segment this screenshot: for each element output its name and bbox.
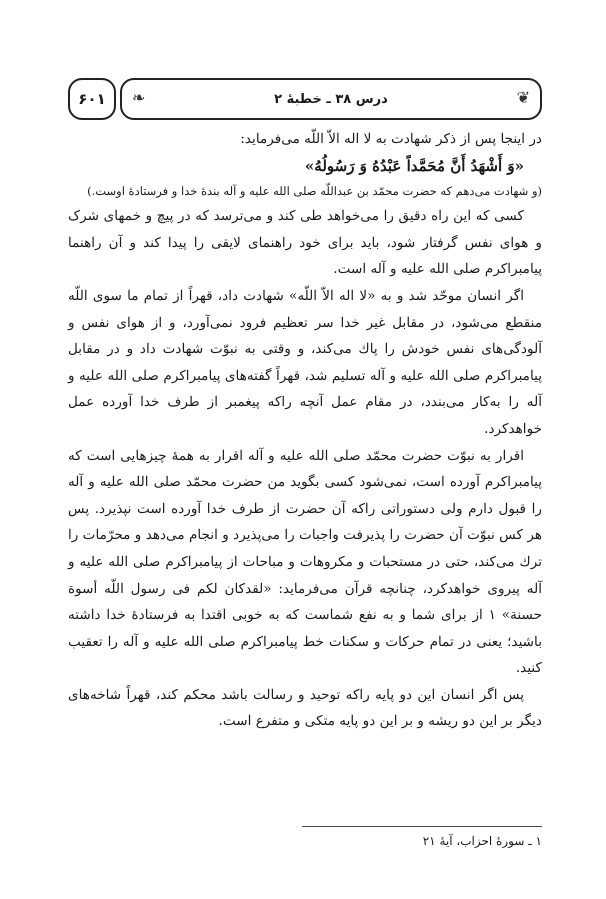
chapter-title-box <box>120 78 542 120</box>
paragraph: پس اگر انسان این دو پایه راکه توحید و رسالت باشد محکم کند، قهراً شاخه‌های دیگر بر این دو ریشه و بر این دو پایه متکی و متفرع است. <box>68 686 542 730</box>
page-header <box>68 78 542 118</box>
page-number: ۶۰۱ <box>68 78 116 120</box>
quran-verse: «وَ أَشْهَدُ أَنَّ مُحَمَّداً عَبْدُهُ وَ رَسُولُهُ» <box>304 156 524 175</box>
paragraph: اقرار به نبوّت حضرت محمّد صلی الله علیه و آله اقرار به همهٔ چیزهایی است که پیامبراکرم آورده است، نمی‌شود کسی بگوید من حضرت محمّد صلی الله علیه و آله را قبول دارم ولی دستوراتی راکه آن حضرت از طرف خدا آورده است نپذیرد. پس هر کس نبوّت آن حضرت را پذیرفت واجبات را می‌پذیرد و انجام می‌دهد و محرّمات را ترك می‌کند، حتی در مستحبات و مکروهات و مباحات از پیامبراکرم صلی الله علیه و آله پیروی خواهدکرد، چنانچه قرآن می‌فرماید: «لقدکان لکم فی رسول اللّه أسوة حسنة» ۱ از برای شما و به نفع شماست که به خوبی اقتدا به فرستادهٔ خدا داشته باشید؛ یعنی در تمام حرکات و سکنات خط پیامبراکرم صلی الله علیه و آله را تعقیب کنید. <box>68 447 542 677</box>
chapter-title: درس ۳۸ ـ خطبهٔ ۲ <box>274 91 388 107</box>
footnote: ۱ ـ سورهٔ احزاب، آیهٔ ۲۱ <box>422 834 542 848</box>
page-body <box>68 126 542 735</box>
paragraph: کسی که این راه دقیق را می‌خواهد طی کند و می‌ترسد که در پیچ و خمهای شرک و هوای نفس گرفتار شود، باید برای خود راهنمای لایقی را پیدا کند و آن راهنما پیامبراکرم صلی الله علیه و آله است. <box>68 208 542 278</box>
paragraph: اگر انسان موحّد شد و به «لا اله الاّ اللّه» شهادت داد، قهراً از تمام ما سوی اللّه منقطع می‌شود، در مقابل غیر خدا سر تعظیم فرود نمی‌آورد، و از هوای نفس و آلودگی‌های نفس خودش را پاك می‌کند، و وقتی به نبوّت شهادت داد و در مقابل پیامبراکرم صلی الله علیه و آله تسلیم شد، قهراً گفته‌های پیامبراکرم صلی الله علیه و آله را به‌کار می‌بندد، در مقام عمل آنچه راکه پیغمبر از طرف خدا آورده عمل خواهدکرد. <box>68 287 542 437</box>
intro-line: در اینجا پس از ذکر شهادت به لا اله الاّ اللّه می‌فرماید: <box>240 131 542 147</box>
ornament-icon: ❧ <box>132 88 146 107</box>
ornament-icon: ❦ <box>516 88 530 107</box>
footnote-divider <box>302 826 542 827</box>
translation-note: (و شهادت می‌دهم که حضرت محمّد بن عبداللّه صلی الله علیه و آله بندهٔ خدا و فرستادهٔ اوست.) <box>87 184 542 199</box>
